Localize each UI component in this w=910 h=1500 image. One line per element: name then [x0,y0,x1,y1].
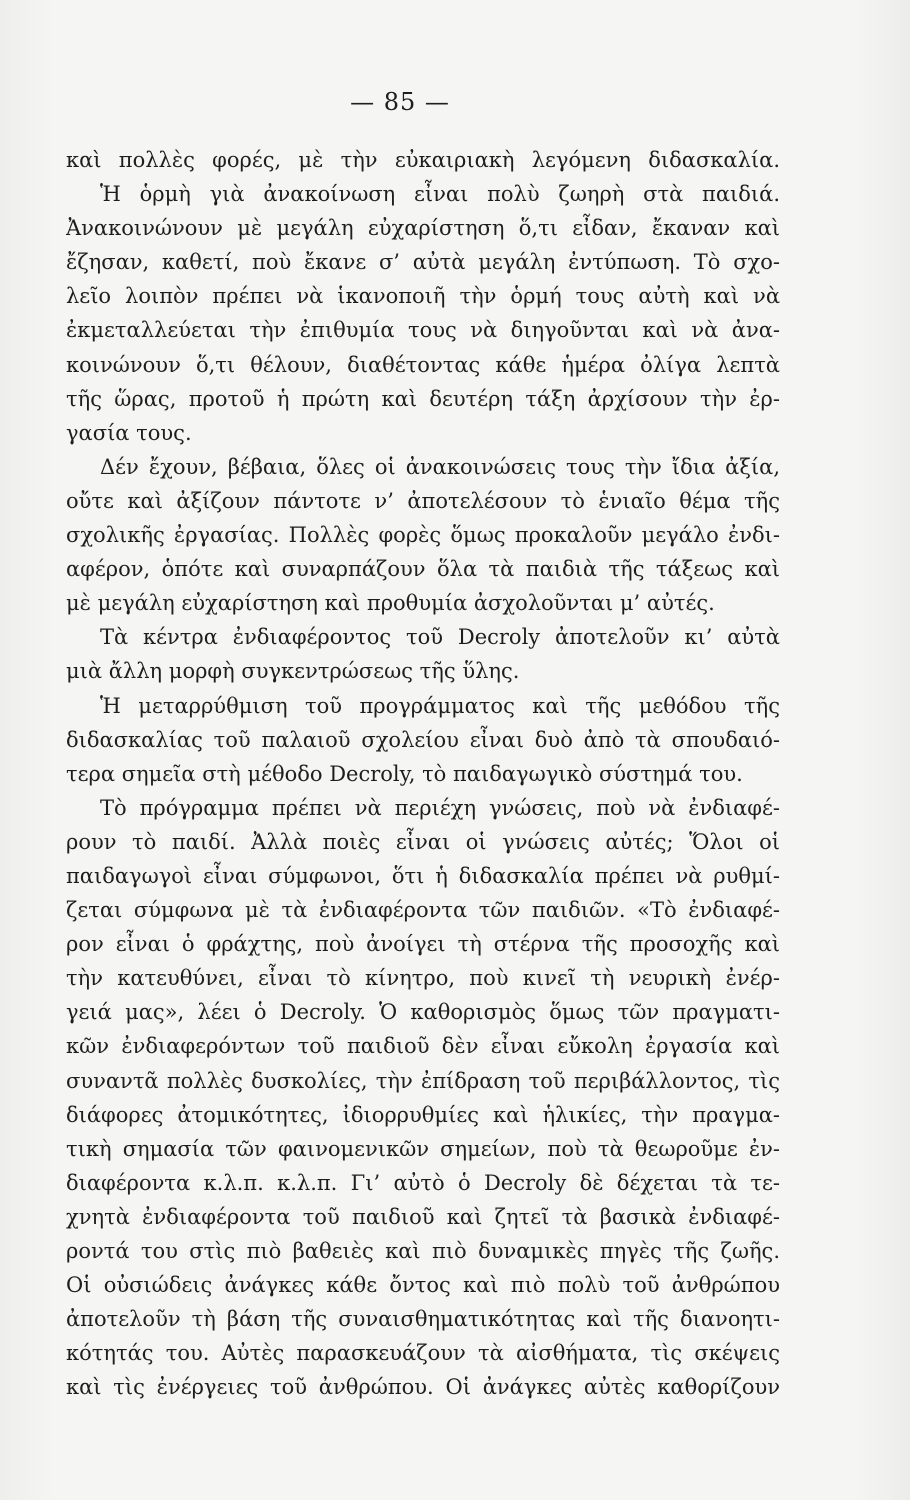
text-line: Ἡ μεταρρύθμιση τοῦ προγράμματος καὶ τῆς μεθόδου τῆς [100,693,780,718]
text-line: κῶν ἐνδιαφερόντων τοῦ παιδιοῦ δὲν εἶναι εὔκολη ἐργασία καὶ [66,1034,780,1059]
text-line: γειά μας», λέει ὁ Decroly. Ὁ καθορισμὸς ὅμως τῶν πραγματι- [66,1000,780,1025]
text-line: τῆς ὥρας, προτοῦ ἡ πρώτη καὶ δευτέρη τάξη ἀρχίσουν τὴν ἐρ- [66,386,780,411]
page-number: — 85 — [350,88,450,116]
text-line: Δέν ἔχουν, βέβαια, ὅλες οἱ ἀνακοινώσεις τους τὴν ἴδια ἀξία, [100,454,780,479]
text-line: τὴν κατευθύνει, εἶναι τὸ κίνητρο, ποὺ κινεῖ τὴ νευρικὴ ἐνέρ- [66,966,780,991]
text-line: ἀποτελοῦν τὴ βάση τῆς συναισθηματικότητας καὶ τῆς διανοητι- [66,1307,780,1332]
text-line: Τὸ πρόγραμμα πρέπει νὰ περιέχη γνώσεις, ποὺ νὰ ἐνδιαφέ- [100,795,780,820]
text-line: λεῖο λοιπὸν πρέπει νὰ ἱκανοποιῆ τὴν ὁρμή τους αὐτὴ καὶ νὰ [66,284,780,309]
body-text [66,143,780,1404]
text-line: τερα σημεῖα στὴ μέθοδο Decroly, τὸ παιδαγωγικὸ σύστημά του. [66,761,743,786]
text-line: διάφορες ἀτομικότητες, ἰδιορρυθμίες καὶ ἡλικίες, τὴν πραγμα- [66,1102,780,1127]
text-line: ρουν τὸ παιδί. Ἀλλὰ ποιὲς εἶναι οἱ γνώσεις αὐτές; Ὅλοι οἱ [66,829,780,854]
text-line: ρον εἶναι ὁ φράχτης, ποὺ ἀνοίγει τὴ στέρνα τῆς προσοχῆς καὶ [66,932,780,957]
text-line: ἔζησαν, καθετί, ποὺ ἔκανε σ’ αὐτὰ μεγάλη ἐντύπωση. Τὸ σχο- [66,250,780,275]
text-line: κότητάς του. Αὐτὲς παρασκευάζουν τὰ αἰσθήματα, τὶς σκέψεις [66,1341,780,1366]
text-line: Οἱ οὐσιώδεις ἀνάγκες κάθε ὄντος καὶ πιὸ πολὺ τοῦ ἀνθρώπου [66,1273,780,1298]
text-line: καὶ τὶς ἐνέργειες τοῦ ἀνθρώπου. Οἱ ἀνάγκες αὐτὲς καθορίζουν [66,1375,780,1400]
text-line: καὶ πολλὲς φορές, μὲ τὴν εὐκαιριακὴ λεγόμενη διδασκαλία. [66,148,780,172]
text-line: Τὰ κέντρα ἐνδιαφέροντος τοῦ Decroly ἀποτελοῦν κι’ αὐτὰ [100,625,780,650]
text-line: γασία τους. [66,420,192,445]
text-line: αφέρον, ὁπότε καὶ συναρπάζουν ὅλα τὰ παιδιὰ τῆς τάξεως καὶ [66,557,780,582]
text-line: τικὴ σημασία τῶν φαινομενικῶν σημείων, ποὺ τὰ θεωροῦμε ἐν- [66,1136,780,1161]
text-line: κοινώνουν ὅ,τι θέλουν, διαθέτοντας κάθε ἡμέρα ὀλίγα λεπτὰ [66,352,780,377]
text-line: παιδαγωγοὶ εἶναι σύμφωνοι, ὅτι ἡ διδασκαλία πρέπει νὰ ρυθμί- [66,863,780,888]
text-line: ροντά του στὶς πιὸ βαθειὲς καὶ πιὸ δυναμικὲς πηγὲς τῆς ζωῆς. [66,1239,780,1263]
text-line: διαφέροντα κ.λ.π. κ.λ.π. Γι’ αὐτὸ ὁ Decroly δὲ δέχεται τὰ τε- [66,1170,780,1195]
text-line: ἐκμεταλλεύεται τὴν ἐπιθυμία τους νὰ διηγοῦνται καὶ νὰ ἀνα- [66,318,780,343]
text-line: Ἡ ὁρμὴ γιὰ ἀνακοίνωση εἶναι πολὺ ζωηρὴ στὰ παιδιά. [100,182,780,207]
text-line: χνητὰ ἐνδιαφέροντα τοῦ παιδιοῦ καὶ ζητεῖ τὰ βασικὰ ἐνδιαφέ- [66,1204,780,1229]
text-line: συναντᾶ πολλὲς δυσκολίες, τὴν ἐπίδραση τοῦ περιβάλλοντος, τὶς [66,1068,780,1093]
text-line: ζεται σύμφωνα μὲ τὰ ἐνδιαφέροντα τῶν παιδιῶν. «Τὸ ἐνδιαφέ- [66,898,780,923]
text-line: διδασκαλίας τοῦ παλαιοῦ σχολείου εἶναι δυὸ ἀπὸ τὰ σπουδαιό- [66,727,780,752]
text-line: οὔτε καὶ ἀξίζουν πάντοτε ν’ ἀποτελέσουν τὸ ἑνιαῖο θέμα τῆς [66,488,780,513]
text-line: σχολικῆς ἐργασίας. Πολλὲς φορὲς ὅμως προκαλοῦν μεγάλο ἐνδι- [66,523,780,548]
text-line: μιὰ ἄλλη μορφὴ συγκεντρώσεως τῆς ὕλης. [66,659,520,684]
text-line: Ἀνακοινώνουν μὲ μεγάλη εὐχαρίστηση ὅ,τι εἶδαν, ἔκαναν καὶ [66,216,780,241]
text-line: μὲ μεγάλη εὐχαρίστηση καὶ προθυμία ἀσχολοῦνται μ’ αὐτές. [66,591,715,616]
